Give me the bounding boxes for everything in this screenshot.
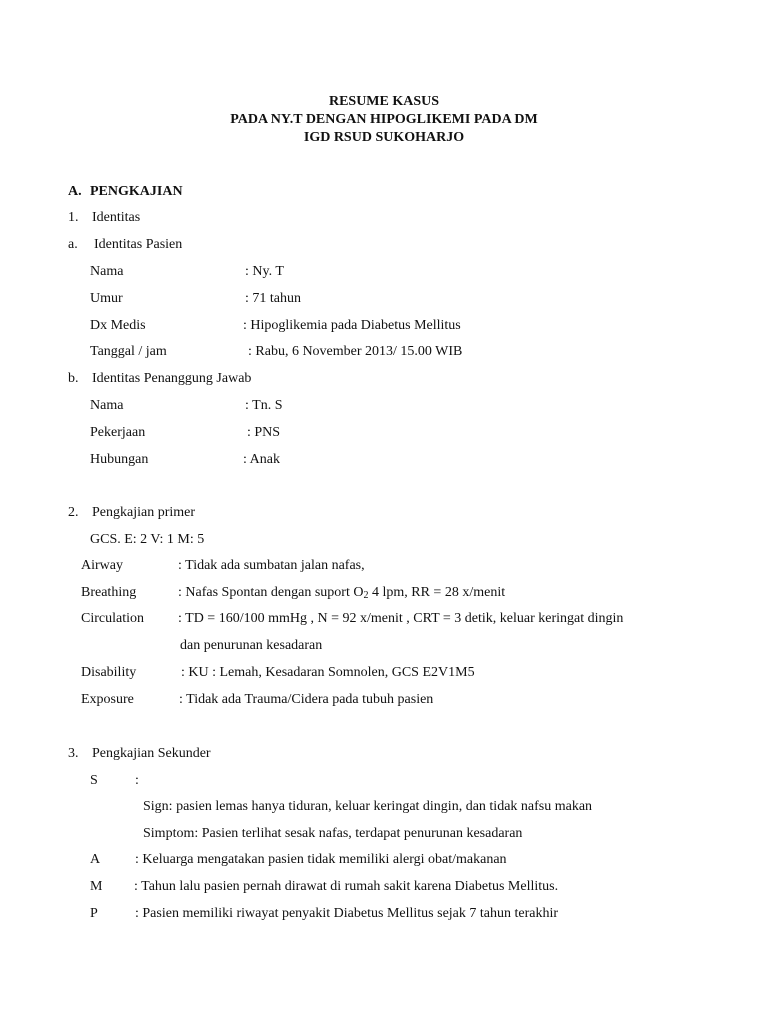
m-label: M bbox=[90, 879, 103, 894]
item-3-number: 3. bbox=[68, 746, 79, 761]
airway-label: Airway bbox=[81, 558, 123, 573]
guardian-name-value: : Tn. S bbox=[245, 398, 283, 413]
section-a-heading: PENGKAJIAN bbox=[90, 184, 183, 199]
document-title: RESUME KASUS bbox=[328, 94, 440, 109]
guardian-identity-letter: b. bbox=[68, 371, 79, 386]
disability-label: Disability bbox=[81, 665, 137, 680]
breathing-value: : Nafas Spontan dengan suport $O_2$ 4 lpm, RR = 28 x/menit bbox=[178, 585, 506, 601]
sign-text: Sign: pasien lemas hanya tiduran, keluar keringat dingin, dan tidak nafsu makan bbox=[143, 799, 593, 814]
patient-datetime-value: : Rabu, 6 November 2013/ 15.00 WIB bbox=[248, 344, 463, 359]
guardian-job-label: Pekerjaan bbox=[90, 425, 146, 440]
p-label: P bbox=[90, 906, 98, 921]
simptom-text: Simptom: Pasien terlihat sesak nafas, terdapat penurunan kesadaran bbox=[143, 826, 523, 841]
item-1-number: 1. bbox=[68, 210, 79, 225]
patient-identity-letter: a. bbox=[68, 237, 78, 252]
guardian-name-label: Nama bbox=[90, 398, 124, 413]
guardian-identity-heading: Identitas Penanggung Jawab bbox=[92, 371, 252, 386]
exposure-label: Exposure bbox=[81, 692, 134, 707]
airway-value: : Tidak ada sumbatan jalan nafas, bbox=[178, 558, 365, 573]
patient-age-value: : 71 tahun bbox=[245, 291, 301, 306]
item-2-number: 2. bbox=[68, 505, 79, 520]
breathing-label: Breathing bbox=[81, 585, 137, 600]
document-location: IGD RSUD SUKOHARJO bbox=[303, 130, 465, 145]
exposure-value: : Tidak ada Trauma/Cidera pada tubuh pasien bbox=[179, 692, 434, 707]
circulation-value: : TD = 160/100 mmHg , N = 92 x/menit , CRT = 3 detik, keluar keringat dingin bbox=[178, 611, 624, 626]
patient-name-value: : Ny. T bbox=[245, 264, 284, 279]
circulation-value-continued: dan penurunan kesadaran bbox=[180, 638, 323, 653]
p-value: : Pasien memiliki riwayat penyakit Diabetus Mellitus sejak 7 tahun terakhir bbox=[135, 906, 559, 921]
patient-name-label: Nama bbox=[90, 264, 124, 279]
patient-age-label: Umur bbox=[90, 291, 123, 306]
patient-datetime-label: Tanggal / jam bbox=[90, 344, 167, 359]
circulation-label: Circulation bbox=[81, 611, 144, 626]
guardian-job-value: : PNS bbox=[247, 425, 281, 440]
s-label: S bbox=[90, 773, 98, 788]
guardian-relation-value: : Anak bbox=[243, 452, 280, 467]
guardian-relation-label: Hubungan bbox=[90, 452, 149, 467]
section-a-letter: A. bbox=[68, 184, 82, 199]
patient-diagnosis-value: : Hipoglikemia pada Diabetus Mellitus bbox=[243, 318, 461, 333]
s-colon: : bbox=[135, 773, 139, 788]
disability-value: : KU : Lemah, Kesadaran Somnolen, GCS E2V1M5 bbox=[181, 665, 475, 680]
oxygen-subscript: 2 bbox=[363, 590, 369, 601]
item-1-label: Identitas bbox=[92, 210, 141, 225]
a-label: A bbox=[90, 852, 101, 867]
secondary-assessment-heading: Pengkajian Sekunder bbox=[92, 746, 211, 761]
primary-assessment-heading: Pengkajian primer bbox=[92, 505, 196, 520]
gcs-score: GCS. E: 2 V: 1 M: 5 bbox=[90, 532, 205, 547]
m-value: : Tahun lalu pasien pernah dirawat di rumah sakit karena Diabetus Mellitus. bbox=[134, 879, 559, 894]
a-value: : Keluarga mengatakan pasien tidak memiliki alergi obat/makanan bbox=[135, 852, 507, 867]
document-subtitle: PADA NY.T DENGAN HIPOGLIKEMI PADA DM bbox=[230, 112, 538, 127]
patient-identity-heading: Identitas Pasien bbox=[94, 237, 183, 252]
patient-diagnosis-label: Dx Medis bbox=[90, 318, 146, 333]
